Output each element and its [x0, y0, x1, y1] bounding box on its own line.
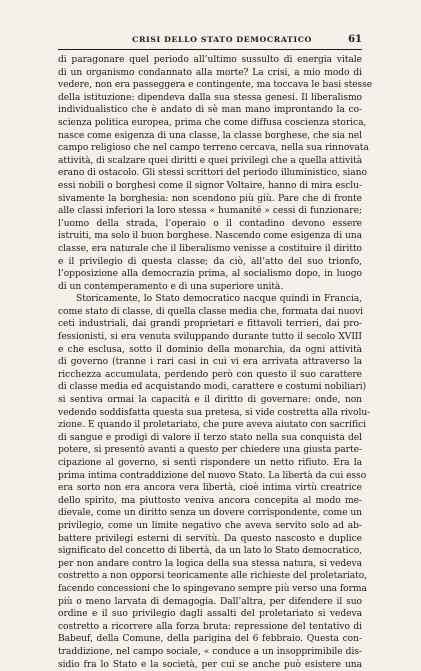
text-line: l’opposizione alla democrazia prima, al socialismo dopo, in luogo	[58, 268, 362, 281]
text-line: significato del concetto di libertà, da un lato lo Stato democratico,	[58, 545, 362, 558]
text-line: ceti industriali, dai grandi proprietari e fittavoli terrieri, dai pro-	[58, 318, 362, 331]
text-line: nasce come esigenza di una classe, la classe borghese, che sia nel	[58, 130, 362, 143]
text-line: prima intima contraddizione del nuovo Stato. La libertà da cui esso	[58, 470, 362, 483]
text-line: essi nobili o borghesi come il signor Voltaire, hanno di mira esclu-	[58, 180, 362, 193]
text-line: campo religioso che nel campo terreno cercava, nella sua rinnovata	[58, 142, 362, 155]
text-line: attività, di scalzare quei diritti e quei privilegi che a quella attività	[58, 155, 362, 168]
text-line: facendo concessioni che lo spingevano sempre più verso una forma	[58, 583, 362, 596]
text-line: traddizione, nel campo sociale, « conduce a un insopprimibile dis-	[58, 646, 362, 659]
text-line: ricchezza accumulata, perdendo però con questo il suo carattere	[58, 369, 362, 382]
text-line: era sorto non era ancora vera libertà, cioè intima virtù creatrice	[58, 482, 362, 495]
paragraph	[58, 293, 362, 671]
text-line: costretto a non opporsi teoricamente alle richieste del proletariato,	[58, 570, 362, 583]
text-line: Storicamente, lo Stato democratico nacque quindi in Francia,	[58, 293, 362, 306]
text-line: e il privilegio di questa classe; da ciò, all’atto del suo trionfo,	[58, 256, 362, 269]
text-line: privilegio, come un limite negativo che aveva servito solo ad ab-	[58, 520, 362, 533]
text-line: scienza politica europea, prima che come diffusa coscienza storica,	[58, 117, 362, 130]
text-line: zione. E quando il proletariato, che pure aveva aiutato con sacrifici	[58, 419, 362, 432]
text-line: come stato di classe, di quella classe media che, formata dai nuovi	[58, 306, 362, 319]
text-line: di governo (tranne i rari casi in cui vi era arrivata attraverso la	[58, 356, 362, 369]
text-line: costretto a ricorrere alla forza bruta: repressione del tentativo di	[58, 621, 362, 634]
text-line: potere, si presentò avanti a questo per chiedere una giusta parte-	[58, 444, 362, 457]
header-rule	[58, 49, 362, 50]
text-line: classe, era naturale che il liberalismo venisse a costituire il diritto	[58, 243, 362, 256]
text-line: erano di ostacolo. Gli stessi scrittori del periodo illuministico, siano	[58, 167, 362, 180]
text-line: della istituzione: dipendeva dalla sua stessa genesi. Il liberalismo	[58, 92, 362, 105]
text-line: di un contemperamento e di una superiore unità.	[58, 281, 362, 294]
text-line: fessionisti, si era venuta sviluppando durante tutto il secolo XVIII	[58, 331, 362, 344]
text-line: sidio fra lo Stato e la società, per cui se anche può esistere una	[58, 659, 362, 671]
paragraph	[58, 54, 362, 293]
body-text	[58, 54, 362, 671]
running-head	[58, 34, 362, 48]
text-line: di paragonare quel periodo all’ultimo sussulto di energia vitale	[58, 54, 362, 67]
text-line: dello spirito, ma piuttosto veniva ancora concepita al modo me-	[58, 495, 362, 508]
text-line: si sentiva ormai la capacità e il diritto di governare: onde, non	[58, 394, 362, 407]
text-line: individualistico che è andato di sè man mano improntando la co-	[58, 104, 362, 117]
text-line: più o meno larvata di demagogia. Dall’altra, per difendere il suo	[58, 596, 362, 609]
text-line: ordine e il suo privilegio dagli assalti del proletariato si vedeva	[58, 608, 362, 621]
text-line: vedendo soddisfatta questa sua pretesa, si vide costretta alla rivolu-	[58, 407, 362, 420]
text-line: cipazione al governo, si sentì rispondere un netto rifiuto. Era la	[58, 457, 362, 470]
text-line: Babeuf, della Comune, della parigina del 6 febbraio. Questa con-	[58, 633, 362, 646]
text-line: e che esclusa, sotto il dominio della monarchia, da ogni attività	[58, 344, 362, 357]
text-line: alle classi inferiori la loro stessa « humanité » cessi di funzionare;	[58, 205, 362, 218]
text-line: l’uomo della strada, l’operaio o il contadino devono essere	[58, 218, 362, 231]
text-line: di sangue e prodigi di valore il terzo stato nella sua conquista del	[58, 432, 362, 445]
text-line: dievale, come un diritto senza un dovere corrispondente, come un	[58, 507, 362, 520]
page-number: 61	[348, 34, 362, 45]
text-line: per non andare contro la logica della sua stessa natura, si vedeva	[58, 558, 362, 571]
text-line: istruiti, ma solo il buon borghese. Nascendo come esigenza di una	[58, 230, 362, 243]
text-line: di classe media ed acquistando modi, carattere e costumi nobiliari)	[58, 381, 362, 394]
text-line: sivamente la borghesia: non scendono più giù. Pare che di fronte	[58, 193, 362, 206]
text-line: battere privilegi esterni di servitù. Da questo nascosto e duplice	[58, 533, 362, 546]
text-line: vedere, non era passeggera e contingente, ma toccava le basi stesse	[58, 79, 362, 92]
text-line: di un organismo condannato alla morte? La crisi, a mio modo di	[58, 67, 362, 80]
running-head-title: CRISI DELLO STATO DEMOCRATICO	[58, 35, 348, 44]
